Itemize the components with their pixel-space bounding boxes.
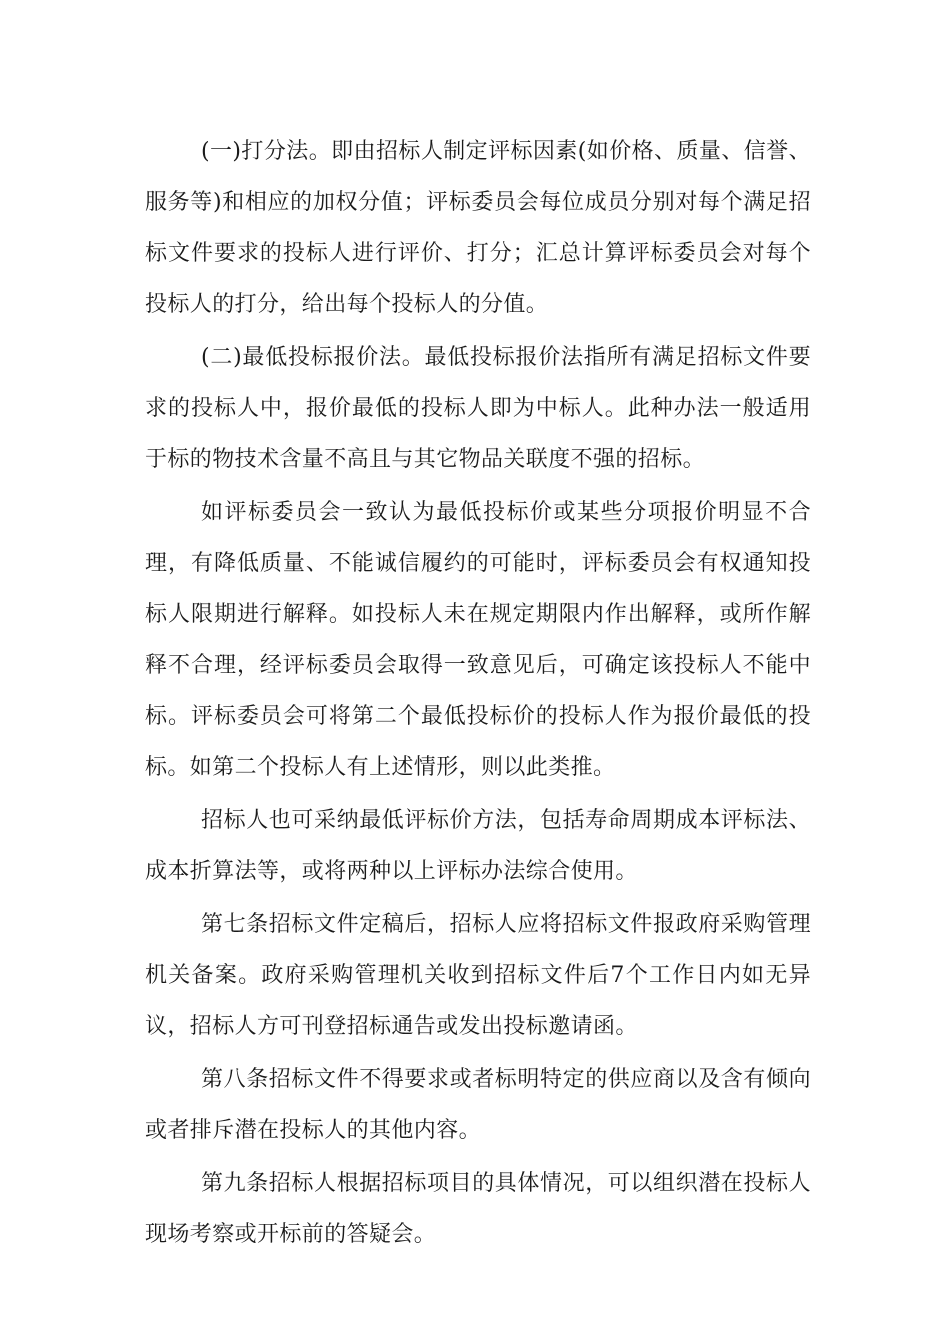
paragraph-article-8: 第八条招标文件不得要求或者标明特定的供应商以及含有倾向或者排斥潜在投标人的其他内容。 — [145, 1067, 811, 1143]
paragraph-article-9: 第九条招标人根据招标项目的具体情况，可以组织潜在投标人现场考察或开标前的答疑会。 — [145, 1171, 811, 1247]
paragraph-lowest-bid-method: (二)最低投标报价法。最低投标报价法指所有满足招标文件要求的投标人中，报价最低的投标人即为中标人。此种办法一般适用于标的物技术含量不高且与其它物品关联度不强的招标。 — [145, 345, 811, 472]
paragraph-scoring-method: (一)打分法。即由招标人制定评标因素(如价格、质量、信誉、服务等)和相应的加权分值；评标委员会每位成员分别对每个满足招标文件要求的投标人进行评价、打分；汇总计算评标委员会对每个投标人的打分，给出每个投标人的分值。 — [145, 139, 811, 317]
paragraph-lowest-evaluated-price: 招标人也可采纳最低评标价方法，包括寿命周期成本评标法、成本折算法等，或将两种以上评标办法综合使用。 — [145, 808, 811, 884]
document-body — [145, 126, 811, 1262]
paragraph-article-7: 第七条招标文件定稿后，招标人应将招标文件报政府采购管理机关备案。政府采购管理机关收到招标文件后7个工作日内如无异议，招标人方可刊登招标通告或发出投标邀请函。 — [145, 912, 811, 1039]
paragraph-unreasonable-bid: 如评标委员会一致认为最低投标价或某些分项报价明显不合理，有降低质量、不能诚信履约的可能时，评标委员会有权通知投标人限期进行解释。如投标人未在规定期限内作出解释，或所作解释不合理，经评标委员会取得一致意见后，可确定该投标人不能中标。评标委员会可将第二个最低投标价的投标人作为报价最低的投标。如第二个投标人有上述情形，则以此类推。 — [145, 500, 811, 780]
